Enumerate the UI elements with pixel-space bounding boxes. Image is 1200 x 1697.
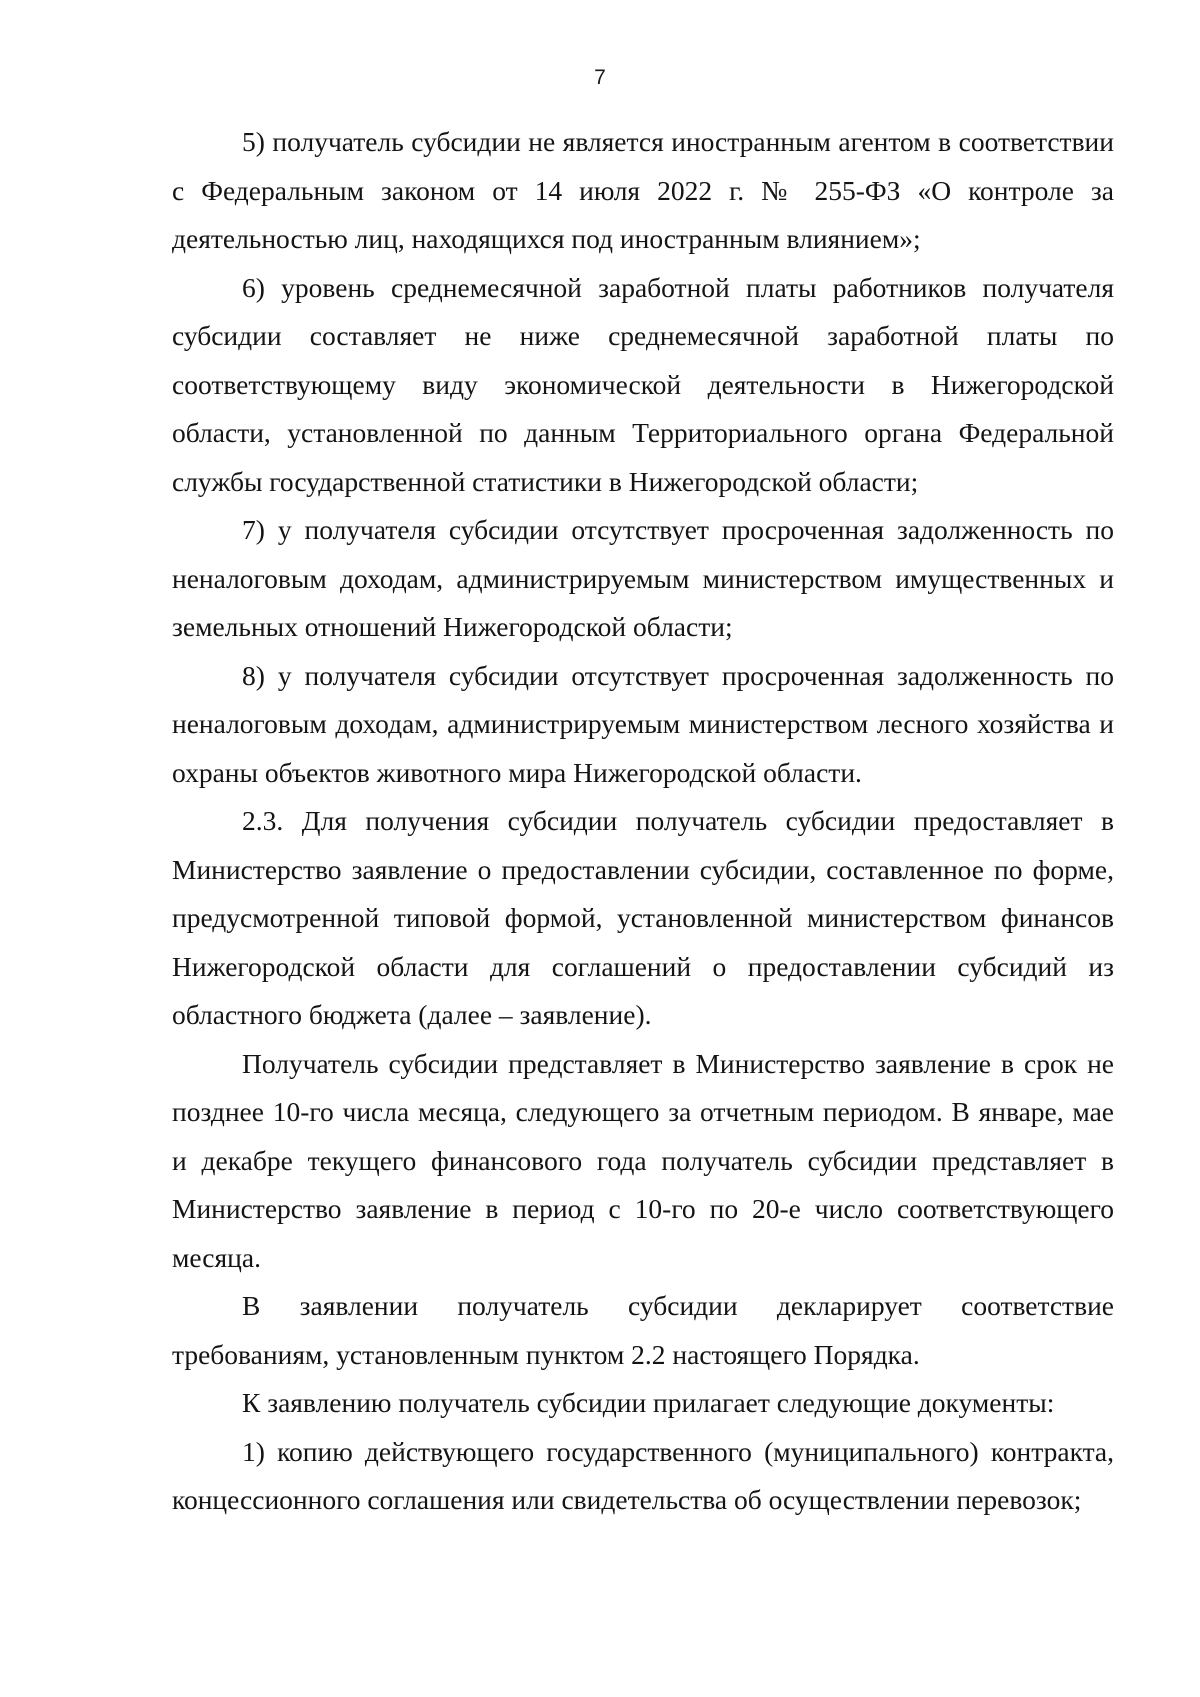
paragraph-item-6: 6) уровень среднемесячной заработной платы работников получателя субсидии составляет не ниже среднемесячной заработной платы по соответствующему виду экономической деятельности в Нижегородской области, установленной по данным Территориального органа Федеральной службы государственной статистики в Нижегородской области; — [172, 271, 1114, 497]
document-body — [172, 118, 1114, 1525]
paragraph-document-1: 1) копию действующего государственного (муниципального) контракта, концессионного соглашения или свидетельства об осуществлении перевозок; — [172, 1435, 1114, 1515]
paragraph-item-7: 7) у получателя субсидии отсутствует просроченная задолженность по неналоговым доходам, администрируемым министерством имущественных и земельных отношений Нижегородской области; — [172, 514, 1114, 642]
page-number: 7 — [594, 66, 606, 89]
paragraph-deadline: Получатель субсидии представляет в Министерство заявление в срок не позднее 10-го числа месяца, следующего за отчетным периодом. В январе, мае и декабре текущего финансового года получатель субсидии представляет в Министерство заявление в период с 10-го по 20-е число соответствующего месяца. — [172, 1047, 1114, 1273]
paragraph-item-5: 5) получатель субсидии не является иностранным агентом в соответствии с Федеральным законом от 14 июля 2022 г. № 255-ФЗ «О контроле за деятельностью лиц, находящихся под иностранным влиянием»; — [172, 126, 1114, 254]
paragraph-item-8: 8) у получателя субсидии отсутствует просроченная задолженность по неналоговым доходам, администрируемым министерством лесного хозяйства и охраны объектов животного мира Нижегородской области. — [172, 659, 1114, 788]
paragraph-section-2-3: 2.3. Для получения субсидии получатель субсидии предоставляет в Министерство заявление о предоставлении субсидии, составленное по форме, предусмотренной типовой формой, установленной министерством финансов Нижегородской области для соглашений о предоставлении субсидий из областного бюджета (далее – заявление). — [172, 805, 1114, 1030]
paragraph-declaration: В заявлении получатель субсидии декларирует соответствие требованиям, установленным пунктом 2.2 настоящего Порядка. — [172, 1290, 1114, 1370]
paragraph-documents-intro: К заявлению получатель субсидии прилагает следующие документы: — [242, 1387, 1055, 1418]
